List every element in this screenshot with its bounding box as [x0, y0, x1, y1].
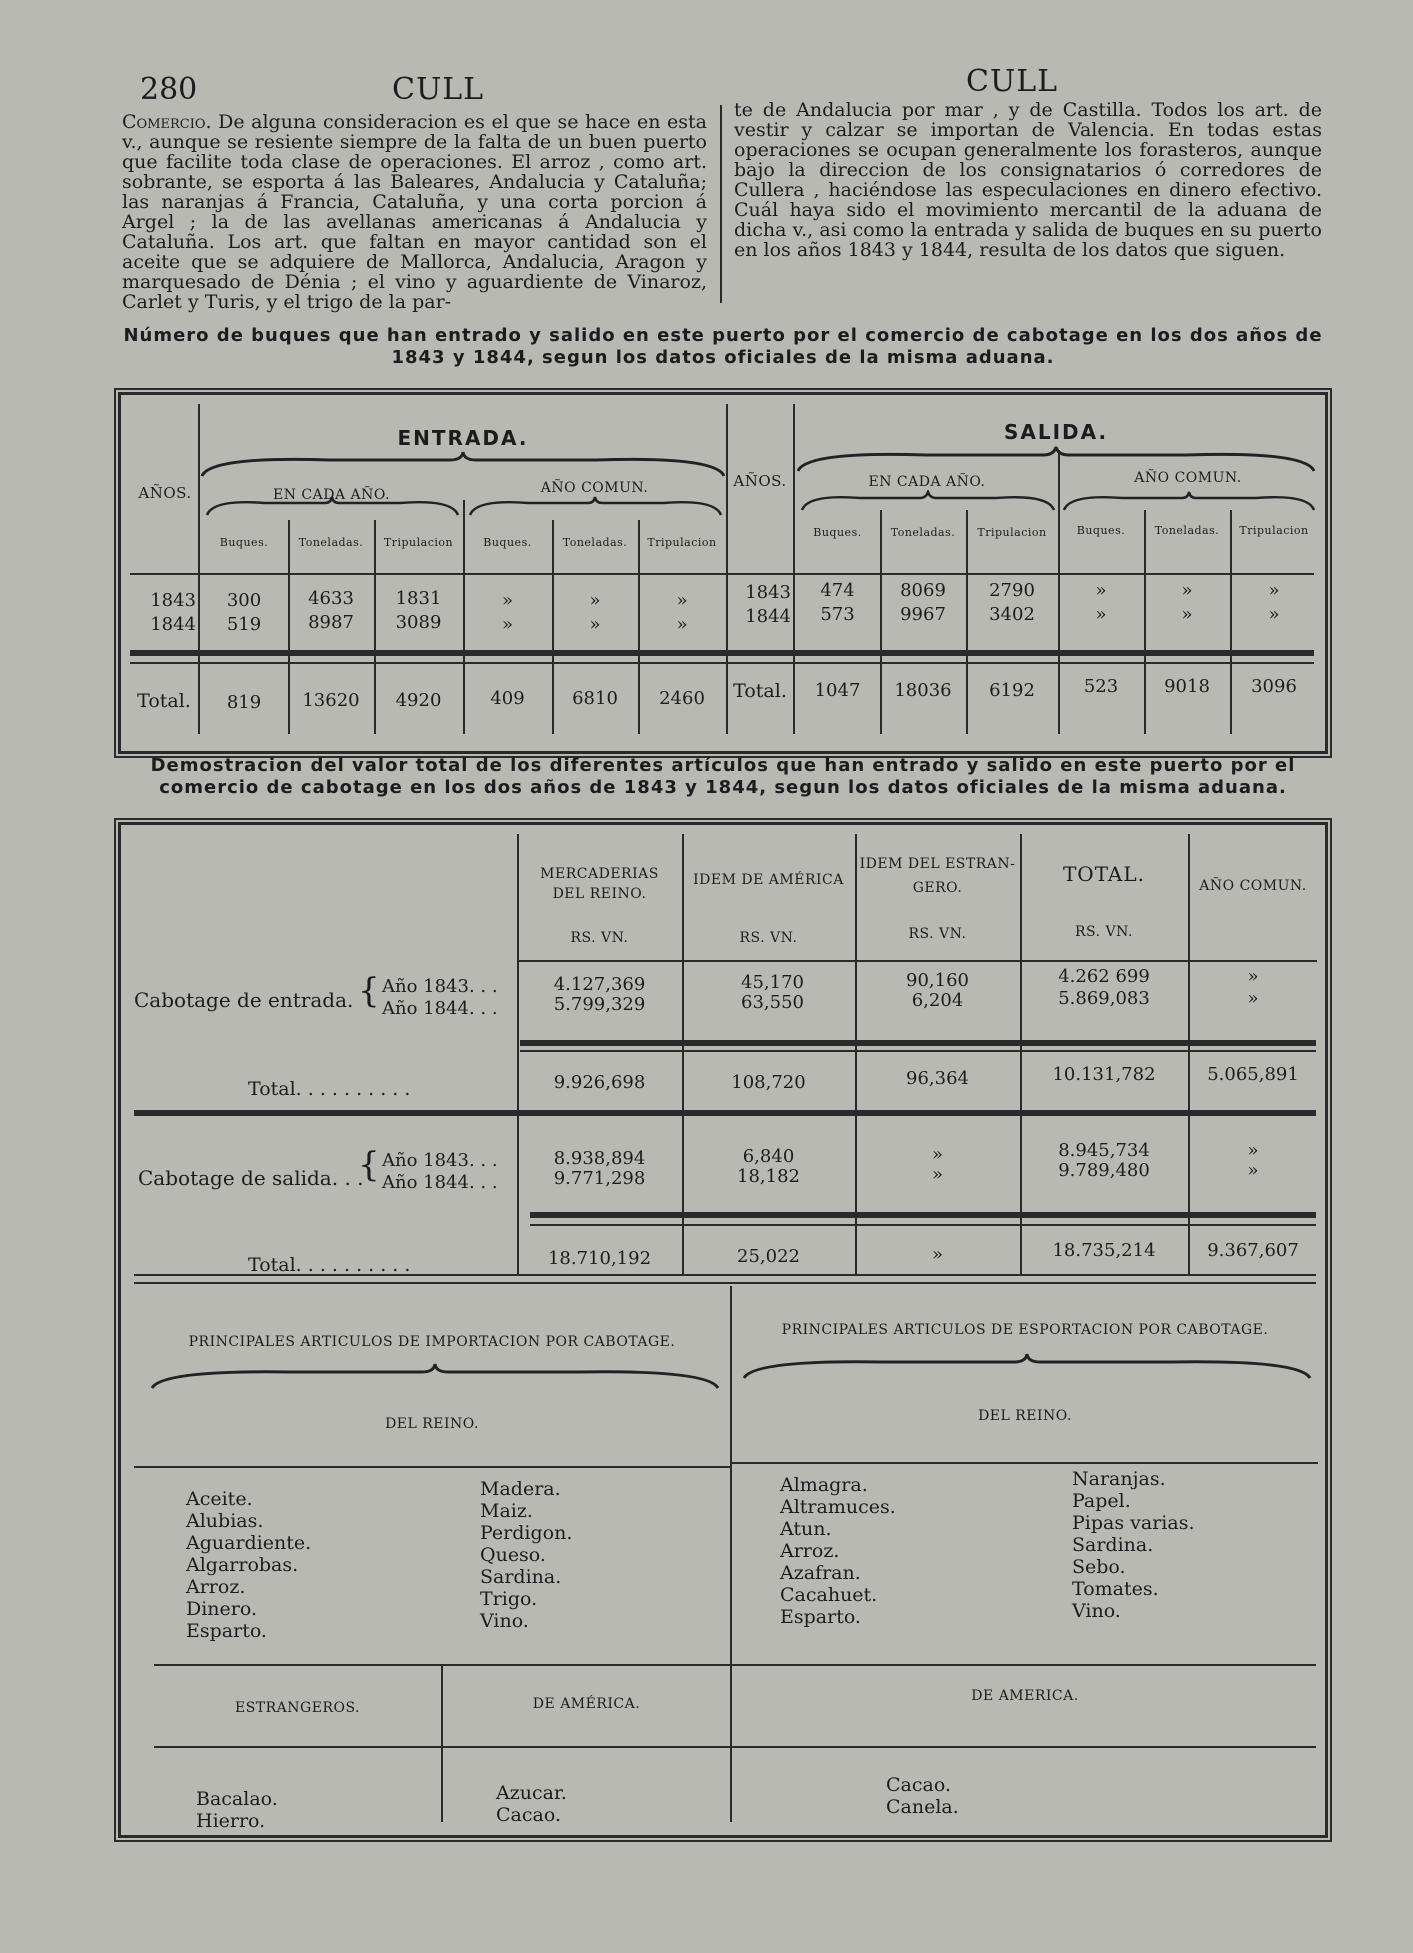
table-cell: 819	[226, 692, 262, 713]
list-item: Papel.	[1072, 1490, 1131, 1512]
year-label: Año 1844. . .	[382, 1172, 498, 1193]
table-cell: 523	[1083, 676, 1119, 697]
table-cell: »	[1181, 580, 1193, 601]
hdr-reino-2: DEL REINO.	[552, 886, 647, 902]
table-cell: 300	[226, 590, 262, 611]
table-cell: »	[589, 614, 601, 635]
list-item: Vino.	[480, 1610, 529, 1632]
table-cell: 4920	[395, 690, 442, 711]
brace-glyph: {	[358, 1145, 380, 1185]
salida-cada-ano: EN CADA AÑO.	[868, 474, 986, 490]
table-cell: 4633	[308, 588, 354, 609]
total-label: Total.	[733, 680, 787, 702]
table-cell: 18,182	[737, 1166, 800, 1187]
unit-label: RS. VN.	[908, 926, 967, 942]
table2-title: Demostracion del valor total de los diferentes artículos que han entrado y salido en este puerto por el comercio de cabotage en los dos años de 1843 y 1844, segun los datos oficiales de la misma aduana.	[150, 755, 1296, 798]
table-cell: 9967	[900, 604, 946, 625]
table-cell: 9.367,607	[1207, 1240, 1299, 1261]
table-cell: »	[1181, 604, 1193, 625]
list-item: Sebo.	[1072, 1556, 1126, 1578]
table-cell: 45,170	[741, 972, 804, 993]
list-item: Atun.	[780, 1518, 832, 1540]
list-item: Queso.	[480, 1544, 546, 1566]
total-label: Total.	[137, 690, 191, 712]
list-item: Dinero.	[186, 1598, 258, 1620]
table-cell: »	[1095, 604, 1107, 625]
entrada-row-label: Cabotage de entrada.	[134, 988, 354, 1012]
entrada-comun-brace	[468, 495, 723, 519]
table-cell: 3096	[1251, 676, 1297, 697]
col-toneladas: Toneladas.	[562, 536, 628, 549]
hdr-america: IDEM DE AMÉRICA	[693, 872, 844, 888]
export-reino-list-a	[780, 1474, 896, 1628]
list-item: Arroz.	[186, 1576, 246, 1598]
table-cell: 96,364	[906, 1068, 969, 1089]
table-cell: 6,204	[911, 990, 964, 1011]
table-cell: 6192	[989, 680, 1035, 701]
list-item: Almagra.	[780, 1474, 868, 1496]
running-head-left: CULL	[392, 72, 485, 107]
table-cell: »	[931, 1164, 943, 1185]
table-cell: 18.735,214	[1052, 1240, 1156, 1261]
intro-text-1: De alguna consideracion es el que se hace en esta v., aunque se resiente siempre de la falta de un buen puerto que facilite toda clase de operaciones. El arroz , como art. sobrante, se esporta á las Baleares, Andalucia y Cataluña; las naranjas á Francia, Cataluña, y una corta porcion á Argel ; la de las avellanas americanas á Andalucia y Cataluña. Los art. que faltan en mayor cantidad son el aceite que se adquiere de Mallorca, Andalucia, Aragon y marquesado de Dénia ; el vino y aguardiente de Vinaroz, Carlet y Turis, y el trigo de la par-	[122, 111, 707, 313]
anos-label-entrada: AÑOS.	[138, 484, 192, 502]
salida-ano-comun: AÑO COMUN.	[1134, 470, 1242, 486]
list-item: Arroz.	[780, 1540, 840, 1562]
table-cell: 5.799,329	[553, 994, 646, 1015]
list-item: Perdigon.	[480, 1522, 573, 1544]
list-item: Sardina.	[1072, 1534, 1154, 1556]
list-item: Tomates.	[1072, 1578, 1159, 1600]
unit-label: RS. VN.	[739, 930, 798, 946]
table-cell: 1844	[150, 614, 196, 635]
list-item: Esparto.	[186, 1620, 267, 1642]
export-del-reino: DEL REINO.	[978, 1408, 1072, 1424]
table-cell: »	[501, 614, 513, 635]
estrangeros-label: ESTRANGEROS.	[234, 1700, 360, 1716]
table1-title: Número de buques que han entrado y salido en este puerto por el comercio de cabotage en los dos años de 1843 y 1844, segun los datos oficiales de la misma aduana.	[123, 325, 1323, 368]
unit-label: RS. VN.	[1075, 924, 1133, 940]
table-cell: 4.262 699	[1058, 966, 1150, 987]
table-cell: 1831	[395, 588, 442, 609]
import-brace	[150, 1362, 720, 1392]
export-brace	[742, 1352, 1312, 1382]
table-cell: 10.131,782	[1052, 1064, 1156, 1085]
table-cell: 18036	[894, 680, 952, 701]
list-item: Maiz.	[480, 1500, 533, 1522]
entrada-label: ENTRADA.	[397, 426, 529, 450]
export-america-label: DE AMERICA.	[971, 1688, 1079, 1704]
table-cell: »	[1247, 966, 1259, 987]
table-cell: 3402	[989, 604, 1035, 625]
hdr-estr-2: GERO.	[912, 880, 963, 896]
salida-cada-brace	[800, 490, 1056, 514]
list-item: Altramuces.	[780, 1496, 896, 1518]
table-cell: »	[1247, 988, 1259, 1009]
list-item: Sardina.	[480, 1566, 562, 1588]
table-cell: »	[1268, 604, 1280, 625]
table-cell: 4.127,369	[553, 974, 646, 995]
table-cell: 409	[490, 688, 525, 709]
year-label: Año 1843. . .	[382, 1150, 498, 1171]
table-cell: 9018	[1164, 676, 1210, 697]
hdr-total: TOTAL.	[1062, 862, 1146, 886]
import-estr-list	[196, 1788, 278, 1832]
table-cell: 2460	[659, 688, 705, 709]
table-cell: »	[501, 590, 513, 611]
table-cell: »	[1247, 1140, 1259, 1161]
col-buques: Buques.	[813, 526, 862, 539]
table-cell: 63,550	[741, 992, 804, 1013]
import-del-reino: DEL REINO.	[385, 1416, 479, 1432]
hdr-reino-1: MERCADERIAS	[540, 866, 659, 882]
import-america-label: DE AMÉRICA.	[532, 1696, 641, 1712]
table-cell: »	[1095, 580, 1107, 601]
anos-label-salida: AÑOS.	[733, 472, 787, 490]
hdr-estr-1: IDEM DEL ESTRAN-	[859, 856, 1016, 872]
total-label: Total. . . . . . . . . .	[248, 1078, 411, 1100]
list-item: Naranjas.	[1072, 1468, 1166, 1490]
page-number: 280	[140, 72, 198, 107]
import-amer-list	[496, 1782, 567, 1826]
list-item: Cacahuet.	[780, 1584, 878, 1606]
unit-label: RS. VN.	[570, 930, 629, 946]
col-tripulacion: Tripulacion	[977, 526, 1047, 539]
table-cell: 1843	[745, 582, 791, 603]
table-cell: 13620	[302, 690, 360, 711]
running-head-right: CULL	[966, 64, 1059, 99]
table-cell: 5.065,891	[1207, 1064, 1299, 1085]
col-tripulacion: Tripulacion	[383, 536, 454, 549]
table-cell: 6810	[572, 688, 618, 709]
list-item: Azucar.	[496, 1782, 567, 1804]
col-toneladas: Toneladas.	[890, 526, 956, 539]
list-item: Cacao.	[496, 1804, 561, 1826]
import-title: PRINCIPALES ARTICULOS DE IMPORTACION POR CABOTAGE.	[188, 1334, 676, 1350]
table-cell: 474	[820, 580, 855, 601]
year-label: Año 1844. . .	[382, 998, 498, 1019]
col-buques: Buques.	[483, 536, 532, 549]
table-cell: 1047	[814, 680, 861, 701]
table-cell: 5.869,083	[1058, 988, 1150, 1009]
entrada-cada-ano: EN CADA AÑO.	[273, 487, 390, 503]
entrada-ano-comun: AÑO COMUN.	[540, 480, 649, 496]
col-toneladas: Toneladas.	[298, 536, 364, 549]
list-item: Esparto.	[780, 1606, 861, 1628]
col-buques: Buques.	[219, 536, 269, 549]
table-cell: 25,022	[737, 1246, 800, 1267]
table-cell: 8069	[900, 580, 946, 601]
table-cell: 3089	[395, 612, 442, 633]
table-cell: »	[931, 1144, 943, 1165]
list-item: Madera.	[480, 1478, 561, 1500]
col-tripulacion: Tripulacion	[647, 536, 717, 549]
intro-text-2: te de Andalucia por mar , y de Castilla. Todos los art. de vestir y calzar se importan de Valencia. En todas estas operaciones se ocupan generalmente los forasteros, aunque bajo la direccion de los consignatarios ó corredores de Cullera , haciéndose las especulaciones en dinero efectivo. Cuál haya sido el movimiento mercantil de la aduana de dicha v., asi como la entrada y salida de buques en su puerto en los años 1843 y 1844, resulta de los datos que siguen.	[734, 99, 1322, 261]
list-item: Algarrobas.	[186, 1554, 299, 1576]
entrada-brace	[200, 450, 726, 480]
export-title: PRINCIPALES ARTICULOS DE ESPORTACION POR CABOTAGE.	[781, 1322, 1269, 1338]
table-cell: 9.926,698	[553, 1072, 646, 1093]
table-cell: 108,720	[731, 1072, 806, 1093]
col-buques: Buques.	[1076, 524, 1126, 537]
export-reino-list-b	[1072, 1468, 1194, 1622]
total-label: Total. . . . . . . . . .	[248, 1254, 411, 1276]
intro-column-2	[734, 100, 1322, 260]
intro-lead: Comercio.	[122, 111, 212, 133]
table-cell: 8.945,734	[1058, 1140, 1150, 1161]
list-item: Trigo.	[480, 1588, 538, 1610]
table-cell: 90,160	[906, 970, 969, 991]
table-cell: 2790	[989, 580, 1035, 601]
list-item: Hierro.	[196, 1810, 266, 1832]
table-cell: »	[1247, 1160, 1259, 1181]
table-cell: 8987	[308, 612, 354, 633]
hdr-comun: AÑO COMUN.	[1199, 878, 1307, 894]
col-tripulacion: Tripulacion	[1239, 524, 1309, 537]
list-item: Azafran.	[780, 1562, 861, 1584]
table-cell: 1844	[745, 606, 791, 627]
salida-row-label: Cabotage de salida. . .	[138, 1166, 364, 1190]
list-item: Cacao.	[886, 1774, 951, 1796]
list-item: Aguardiente.	[186, 1532, 312, 1554]
list-item: Canela.	[886, 1796, 959, 1818]
table-cell: »	[676, 614, 688, 635]
import-reino-list-b	[480, 1478, 572, 1632]
list-item: Pipas varias.	[1072, 1512, 1195, 1534]
brace-glyph: {	[358, 971, 380, 1011]
table-cell: 8.938,894	[553, 1148, 646, 1169]
table-cell: 573	[820, 604, 855, 625]
col-toneladas: Toneladas.	[1154, 524, 1220, 537]
table-cell: »	[589, 590, 601, 611]
list-item: Alubias.	[186, 1510, 264, 1532]
column-rule	[720, 105, 722, 303]
table-cell: »	[676, 590, 688, 611]
table-cell: 1843	[150, 590, 196, 611]
table-cell: 18.710,192	[547, 1248, 652, 1269]
import-reino-list-a	[186, 1488, 311, 1642]
table-cell: »	[1268, 580, 1280, 601]
salida-comun-brace	[1062, 490, 1316, 514]
table-cell: »	[931, 1244, 943, 1265]
table-cell: 6,840	[742, 1146, 795, 1167]
list-item: Vino.	[1072, 1600, 1121, 1622]
salida-label: SALIDA.	[1003, 420, 1109, 444]
table-cell: 519	[226, 614, 262, 635]
export-amer-list	[886, 1774, 959, 1818]
table-cell: 9.771,298	[553, 1168, 646, 1189]
table-cell: 9.789,480	[1058, 1160, 1150, 1181]
year-label: Año 1843. . .	[382, 976, 498, 997]
list-item: Bacalao.	[196, 1788, 278, 1810]
intro-column-1	[122, 112, 707, 312]
list-item: Aceite.	[186, 1488, 253, 1510]
